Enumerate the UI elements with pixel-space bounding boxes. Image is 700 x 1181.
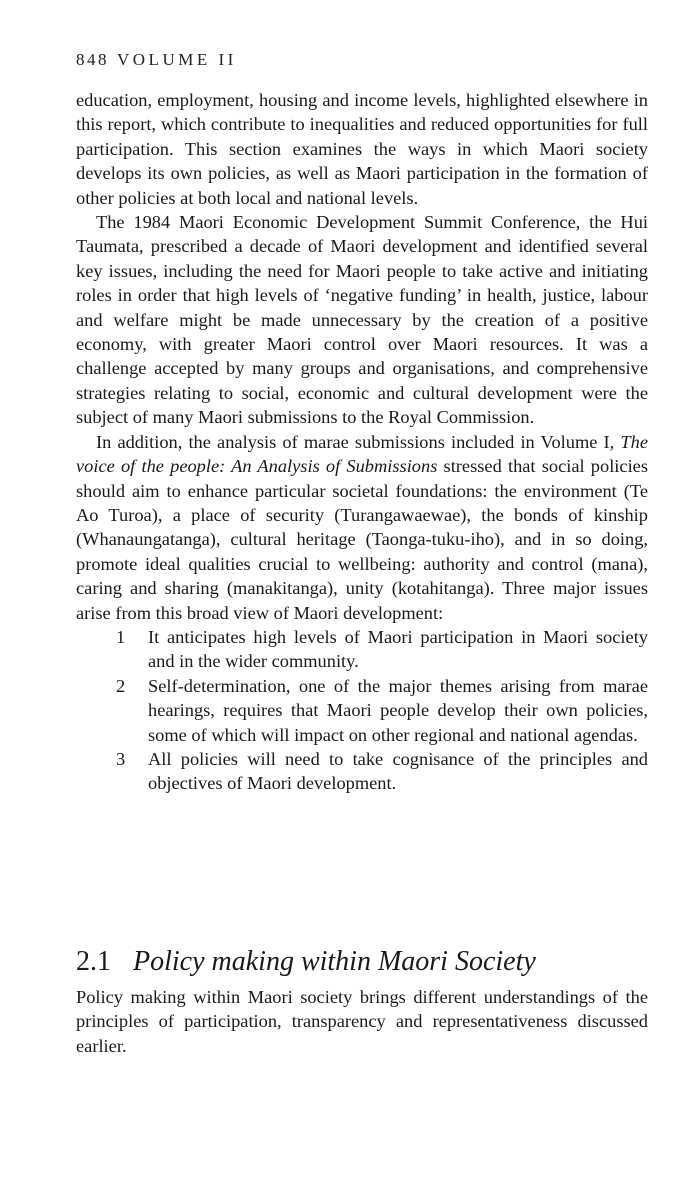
paragraph-3-body: stressed that social policies should aim to enhance particular societal foundations: the environment (Te Ao Turoa), a place of security (Turangawaewae), the bonds of kinship (Whanaungatanga), cultural heritage (Taonga-tuku-iho), and in so doing, promote ideal qualities crucial to wellbeing: authority and control (mana), caring and sharing (manakitanga), unity (kotahitanga). Three major issues arise from this broad view of Maori development: [76,456,649,623]
page-number: 848 [76,50,109,69]
section-heading [76,944,536,980]
section-number: 2.1 [76,946,111,977]
list-item-text: All policies will need to take cognisance of the principles and objectives of Maori development. [148,748,648,794]
volume-label: VOLUME II [117,50,237,69]
list-item-number: 1 [116,626,126,647]
list-item-text: Self-determination, one of the major themes arising from marae hearings, requires that Maori people develop their own policies, some of which will impact on other regional and national agendas. [148,675,648,745]
section-body [76,985,648,1058]
paragraph-3-intro: In addition, the analysis of marae submissions included in Volume I, [96,431,621,452]
paragraph-3 [76,430,648,625]
list-item-text: It anticipates high levels of Maori participation in Maori society and in the wider community. [148,626,648,672]
list-item-number: 2 [116,675,126,696]
paragraph-2: The 1984 Maori Economic Development Summit Conference, the Hui Taumata, prescribed a decade of Maori development and identified several key issues, including the need for Maori people to take active and initiating roles in order that high levels of ‘negative funding’ in health, justice, labour and welfare might be made unnecessary by the creation of a positive economy, with greater Maori control over Maori resources. It was a challenge accepted by many groups and organisations, and comprehensive strategies relating to social, economic and cultural development were the subject of many Maori submissions to the Royal Commission. [76,212,648,428]
list-item [76,625,648,674]
paragraph-1: education, employment, housing and income levels, highlighted elsewhere in this report, which contribute to inequalities and reduced opportunities for full participation. This section examines the ways in which Maori society develops its own policies, as well as Maori participation in the formation of other policies at both local and national levels. [76,90,648,208]
list-item [76,747,648,796]
issues-list [76,625,648,796]
section-title: Policy making within Maori Society [133,946,536,977]
body-text [76,88,648,796]
list-item [76,674,648,747]
running-head [76,50,237,70]
section-paragraph: Policy making within Maori society brings different understandings of the principles of participation, transparency and representativeness discussed earlier. [76,987,648,1056]
volume-title-citation: The voice of the people: An Analysis of Submissions [76,431,648,477]
list-item-number: 3 [116,748,126,769]
